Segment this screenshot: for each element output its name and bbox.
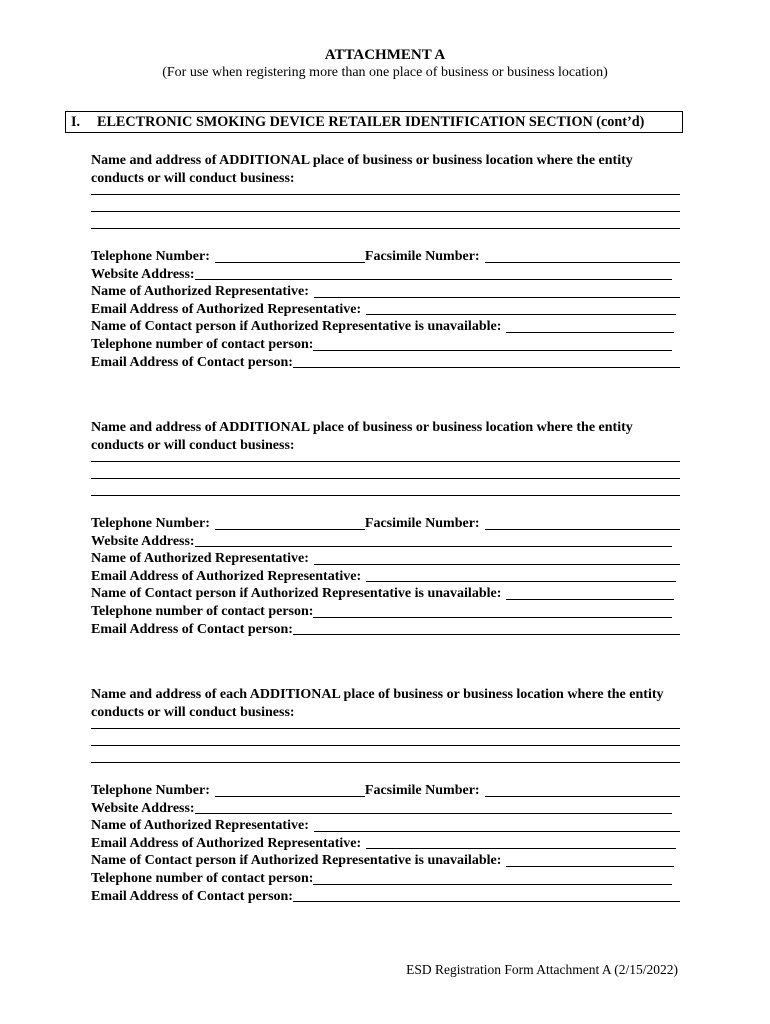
facsimile-label: Facsimile Number: <box>364 516 480 531</box>
contact-phone-label: Telephone number of contact person: <box>91 603 314 619</box>
address-line[interactable] <box>91 762 680 763</box>
telephone-label: Telephone Number: <box>91 783 210 798</box>
contact-name-row <box>91 852 680 870</box>
telephone-field[interactable] <box>215 783 365 797</box>
address-line[interactable] <box>91 495 680 496</box>
block-intro: Name and address of ADDITIONAL place of business or business location where the entity conducts or will conduct business: <box>91 420 633 453</box>
website-label: Website Address: <box>91 266 195 282</box>
contact-name-label: Name of Contact person if Authorized Representative is unavailable: <box>91 586 502 602</box>
telephone-field[interactable] <box>215 516 365 530</box>
website-row <box>91 533 680 551</box>
website-field[interactable] <box>195 266 672 280</box>
contact-phone-row <box>91 603 680 621</box>
contact-email-label: Email Address of Contact person: <box>91 354 293 370</box>
contact-email-row <box>91 621 680 639</box>
auth-rep-email-label: Email Address of Authorized Representative: <box>91 301 362 317</box>
telephone-field[interactable] <box>215 249 365 263</box>
section-title: ELECTRONIC SMOKING DEVICE RETAILER IDENTIFICATION SECTION (cont’d) <box>97 114 645 130</box>
auth-rep-name-field[interactable] <box>314 551 680 565</box>
address-line[interactable] <box>91 211 680 212</box>
website-field[interactable] <box>195 800 672 814</box>
facsimile-label: Facsimile Number: <box>364 783 480 798</box>
business-location-block-1 <box>91 152 680 371</box>
contact-name-row <box>91 318 680 336</box>
address-line[interactable] <box>91 478 680 479</box>
facsimile-field[interactable] <box>485 516 680 530</box>
address-line[interactable] <box>91 228 680 229</box>
auth-rep-name-label: Name of Authorized Representative: <box>91 284 309 300</box>
contact-name-field[interactable] <box>506 319 674 333</box>
contact-phone-field[interactable] <box>313 871 672 885</box>
website-row <box>91 266 680 284</box>
auth-rep-email-field[interactable] <box>366 301 676 315</box>
telephone-label: Telephone Number: <box>91 516 210 531</box>
address-line[interactable] <box>91 728 680 729</box>
facsimile-field[interactable] <box>485 249 680 263</box>
page-title: ATTACHMENT A <box>324 47 446 63</box>
contact-name-field[interactable] <box>506 586 674 600</box>
auth-rep-name-field[interactable] <box>314 818 680 832</box>
phone-fax-row <box>91 782 680 800</box>
section-heading <box>65 111 683 133</box>
contact-name-label: Name of Contact person if Authorized Representative is unavailable: <box>91 319 502 335</box>
contact-email-label: Email Address of Contact person: <box>91 621 293 637</box>
auth-rep-name-row <box>91 283 680 301</box>
address-line[interactable] <box>91 461 680 462</box>
auth-rep-name-field[interactable] <box>314 284 680 298</box>
contact-name-field[interactable] <box>506 853 674 867</box>
auth-rep-email-row <box>91 301 680 319</box>
website-label: Website Address: <box>91 533 195 549</box>
website-field[interactable] <box>195 533 672 547</box>
contact-email-field[interactable] <box>293 621 680 635</box>
contact-email-row <box>91 888 680 906</box>
contact-phone-label: Telephone number of contact person: <box>91 870 314 886</box>
phone-fax-row <box>91 248 680 266</box>
auth-rep-email-label: Email Address of Authorized Representative: <box>91 568 362 584</box>
auth-rep-email-row <box>91 568 680 586</box>
auth-rep-name-label: Name of Authorized Representative: <box>91 818 309 834</box>
contact-phone-field[interactable] <box>313 604 672 618</box>
contact-email-row <box>91 354 680 372</box>
contact-phone-row <box>91 870 680 888</box>
section-number: I. <box>71 114 81 130</box>
auth-rep-email-label: Email Address of Authorized Representative: <box>91 835 362 851</box>
auth-rep-name-row <box>91 817 680 835</box>
website-label: Website Address: <box>91 800 195 816</box>
facsimile-field[interactable] <box>485 783 680 797</box>
contact-email-field[interactable] <box>293 888 680 902</box>
contact-phone-label: Telephone number of contact person: <box>91 336 314 352</box>
auth-rep-email-field[interactable] <box>366 568 676 582</box>
auth-rep-email-row <box>91 835 680 853</box>
auth-rep-email-field[interactable] <box>366 835 676 849</box>
contact-email-label: Email Address of Contact person: <box>91 888 293 904</box>
business-location-block-3 <box>91 686 680 905</box>
phone-fax-row <box>91 515 680 533</box>
telephone-label: Telephone Number: <box>91 249 210 264</box>
auth-rep-name-label: Name of Authorized Representative: <box>91 551 309 567</box>
contact-name-row <box>91 585 680 603</box>
page-footer: ESD Registration Form Attachment A (2/15/2022) <box>406 962 678 977</box>
address-line[interactable] <box>91 194 680 195</box>
auth-rep-name-row <box>91 550 680 568</box>
page-subtitle: (For use when registering more than one place of business or business location) <box>162 65 608 80</box>
business-location-block-2 <box>91 419 680 638</box>
block-intro: Name and address of each ADDITIONAL place of business or business location where the entity conducts or will conduct business: <box>91 687 664 720</box>
block-intro: Name and address of ADDITIONAL place of business or business location where the entity conducts or will conduct business: <box>91 153 633 186</box>
contact-name-label: Name of Contact person if Authorized Representative is unavailable: <box>91 853 502 869</box>
website-row <box>91 800 680 818</box>
contact-phone-field[interactable] <box>313 337 672 351</box>
contact-email-field[interactable] <box>293 354 680 368</box>
facsimile-label: Facsimile Number: <box>364 249 480 264</box>
contact-phone-row <box>91 336 680 354</box>
address-line[interactable] <box>91 745 680 746</box>
